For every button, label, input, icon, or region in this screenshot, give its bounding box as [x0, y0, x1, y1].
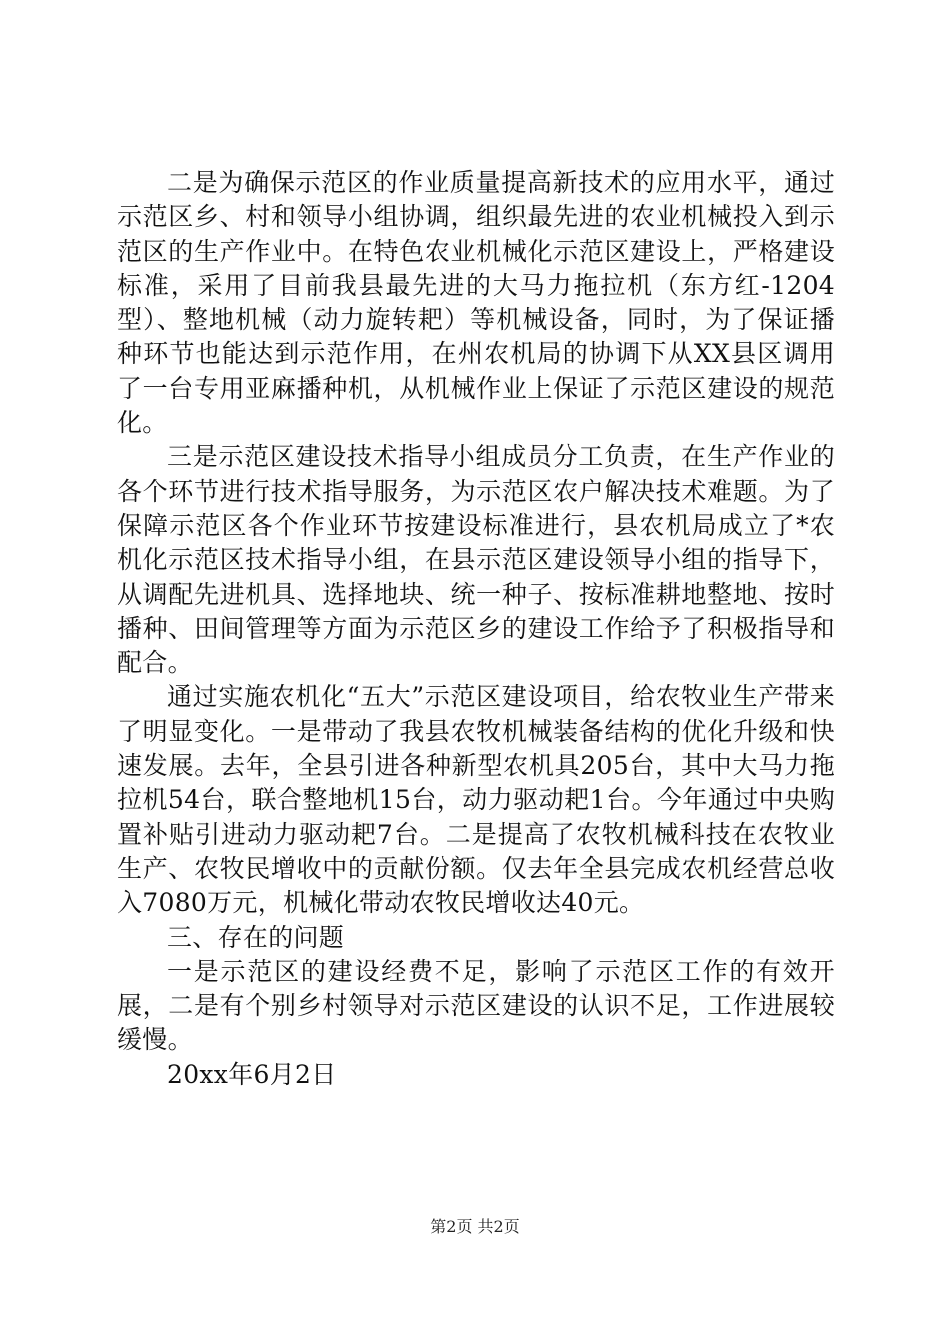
document-date: 20xx年6月2日	[167, 1059, 337, 1089]
page-footer	[0, 1216, 950, 1238]
paragraph-problems: 一是示范区的建设经费不足，影响了示范区工作的有效开展，二是有个别乡村领导对示范区建设的认识不足，工作进展较缓慢。	[117, 956, 835, 1055]
paragraph-tech-guidance: 三是示范区建设技术指导小组成员分工负责，在生产作业的各个环节进行技术指导服务，为示范区农户解决技术难题。为了保障示范区各个作业环节按建设标准进行，县农机局成立了*农机化示范区技术指导小组，在县示范区建设领导小组的指导下，从调配先进机具、选择地块、统一种子、按标准耕地整地、按时播种、田间管理等方面为示范区乡的建设工作给予了积极指导和配合。	[117, 442, 835, 678]
section-heading-problems: 三、存在的问题	[167, 922, 345, 952]
page-number: 第2页	[430, 1217, 473, 1236]
document-body	[117, 166, 835, 1092]
paragraph-results: 通过实施农机化“五大”示范区建设项目，给农牧业生产带来了明显变化。一是带动了我县农牧机械装备结构的优化升级和快速发展。去年，全县引进各种新型农机具205台，其中大马力拖拉机54台，联合整地机15台，动力驱动耙1台。今年通过中央购置补贴引进动力驱动耙7台。二是提高了农牧机械科技在农牧业生产、农牧民增收中的贡献份额。仅去年全县完成农机经营总收入7080万元，机械化带动农牧民增收达40元。	[117, 682, 835, 918]
paragraph-demo-quality: 二是为确保示范区的作业质量提高新技术的应用水平，通过示范区乡、村和领导小组协调，组织最先进的农业机械投入到示范区的生产作业中。在特色农业机械化示范区建设上，严格建设标准，采用了目前我县最先进的大马力拖拉机（东方红-1204型）、整地机械（动力旋转耙）等机械设备，同时，为了保证播种环节也能达到示范作用，在州农机局的协调下从XX县区调用了一台专用亚麻播种机，从机械作业上保证了示范区建设的规范化。	[117, 168, 835, 438]
page-total: 共2页	[477, 1217, 520, 1236]
